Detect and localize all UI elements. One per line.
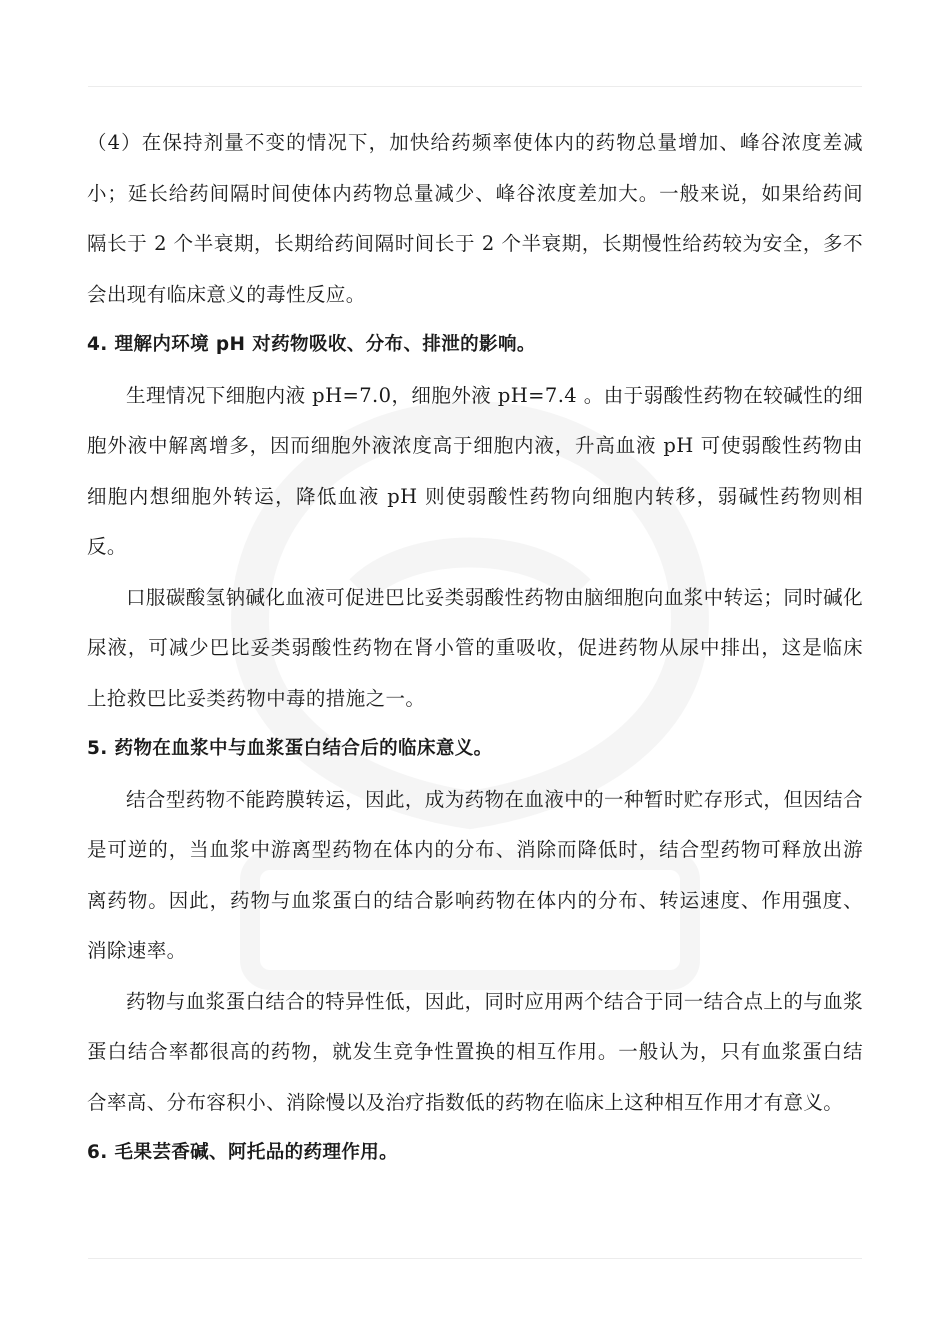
- section-heading-6: 6. 毛果芸香碱、阿托品的药理作用。: [87, 1142, 399, 1163]
- document-body: [87, 118, 863, 1179]
- header-divider: [88, 86, 862, 87]
- paragraph-dosing-interval: （4）在保持剂量不变的情况下，加快给药频率使体内的药物总量增加、峰谷浓度差减小；延长给药间隔时间使体内药物总量减少、峰谷浓度差加大。一般来说，如果给药间隔长于 2 个半衰期，长期给药间隔时间长于 2 个半衰期，长期慢性给药较为安全，多不会出现有临床意义的毒性反应。: [87, 131, 863, 306]
- paragraph-competitive-displacement: 药物与血浆蛋白结合的特异性低，因此，同时应用两个结合于同一结合点上的与血浆蛋白结合率都很高的药物，就发生竞争性置换的相互作用。一般认为，只有血浆蛋白结合率高、分布容积小、消除慢以及治疗指数低的药物在临床上这种相互作用才有意义。: [87, 989, 863, 1114]
- footer-divider: [88, 1258, 862, 1259]
- paragraph-bound-drug: 结合型药物不能跨膜转运，因此，成为药物在血液中的一种暂时贮存形式，但因结合是可逆的，当血浆中游离型药物在体内的分布、消除而降低时，结合型药物可释放出游离药物。因此，药物与血浆蛋白的结合影响药物在体内的分布、转运速度、作用强度、消除速率。: [87, 787, 863, 962]
- section-heading-4: 4. 理解内环境 pH 对药物吸收、分布、排泄的影响。: [87, 334, 536, 355]
- paragraph-sodium-bicarbonate: 口服碳酸氢钠碱化血液可促进巴比妥类弱酸性药物由脑细胞向血浆中转运；同时碱化尿液，可减少巴比妥类弱酸性药物在肾小管的重吸收，促进药物从尿中排出，这是临床上抢救巴比妥类药物中毒的措施之一。: [87, 585, 863, 710]
- section-heading-5: 5. 药物在血浆中与血浆蛋白结合后的临床意义。: [87, 738, 493, 759]
- paragraph-ph-distribution: 生理情况下细胞内液 pH=7.0，细胞外液 pH=7.4 。由于弱酸性药物在较碱性的细胞外液中解离增多，因而细胞外液浓度高于细胞内液，升高血液 pH 可使弱酸性药物由细胞内想细胞外转运，降低血液 pH 则使弱酸性药物向细胞内转移，弱碱性药物则相反。: [87, 383, 863, 558]
